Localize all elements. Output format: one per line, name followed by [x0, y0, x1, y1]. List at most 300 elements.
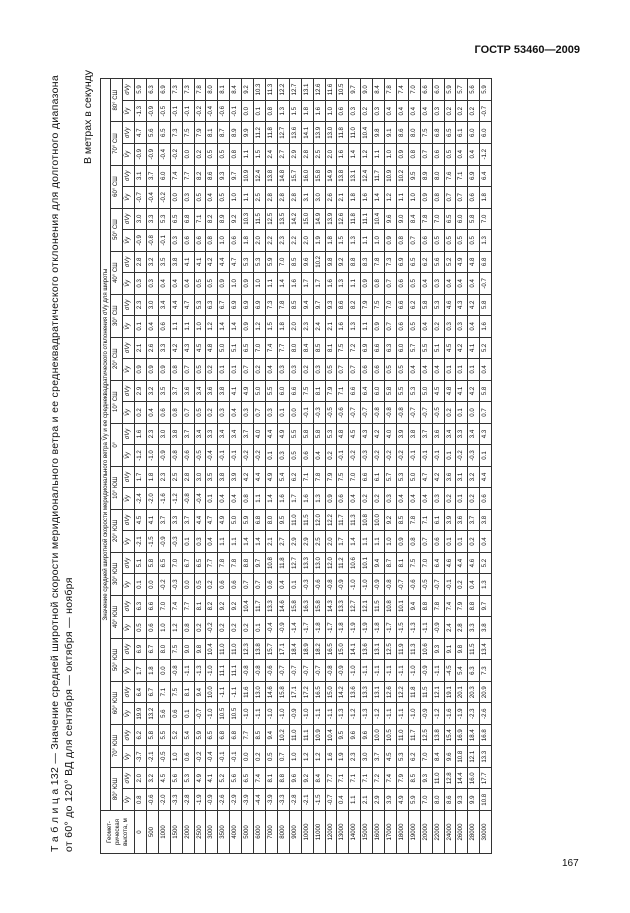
value-cell: 0.4	[206, 531, 218, 553]
value-cell: 5.9	[194, 724, 206, 746]
value-cell: 5.0	[420, 380, 432, 402]
value-cell: 20.3	[468, 681, 480, 703]
value-cell: 0.2	[135, 402, 147, 424]
value-cell: 3.7	[242, 423, 254, 445]
value-cell: 0.2	[254, 746, 266, 768]
value-cell: 6.3	[468, 660, 480, 682]
value-cell: 2.0	[325, 531, 337, 553]
value-cell: 4.4	[218, 251, 230, 273]
value-cell: 10.4	[373, 208, 385, 230]
value-cell: -0.2	[158, 574, 170, 596]
value-cell: 0.3	[182, 187, 194, 209]
value-cell: -0.8	[385, 574, 397, 596]
value-cell: -1.0	[408, 660, 420, 682]
height-cell: 13000	[337, 811, 349, 854]
value-cell: 3.9	[230, 466, 242, 488]
symbol-header-row	[123, 79, 135, 854]
height-cell: 19000	[408, 811, 420, 854]
height-cell: 3500	[218, 811, 230, 854]
value-cell: 17.1	[277, 638, 289, 660]
value-cell: 15.0	[337, 638, 349, 660]
value-cell: 6.8	[182, 208, 194, 230]
value-cell: 9.2	[230, 208, 242, 230]
value-cell: 3.0	[135, 208, 147, 230]
value-cell: 2.3	[135, 294, 147, 316]
value-cell: 13.0	[254, 681, 266, 703]
value-cell: 6.2	[135, 724, 147, 746]
value-cell: 2.3	[277, 230, 289, 252]
value-cell: 1.6	[480, 316, 492, 338]
value-cell: 0.4	[349, 488, 361, 510]
value-cell: 0.5	[432, 230, 444, 252]
value-cell: 0.3	[289, 359, 301, 381]
value-cell: 4.5	[385, 746, 397, 768]
value-cell: 0.5	[194, 187, 206, 209]
value-cell: 0.7	[385, 273, 397, 295]
value-cell: 0.1	[182, 703, 194, 725]
value-cell: 13.1	[349, 165, 361, 187]
value-cell: 1.0	[373, 230, 385, 252]
value-cell: 0.4	[456, 144, 468, 166]
value-cell: 0.2	[361, 488, 373, 510]
value-cell: 12.5	[265, 208, 277, 230]
value-cell: 0.5	[206, 144, 218, 166]
value-cell: 16.8	[480, 724, 492, 746]
value-cell: 7.5	[301, 380, 313, 402]
height-cell: 12000	[325, 811, 337, 854]
value-cell: 0.4	[420, 273, 432, 295]
value-cell: 5.3	[194, 294, 206, 316]
value-cell: 6.4	[480, 165, 492, 187]
value-cell: -1.6	[444, 703, 456, 725]
value-cell: 5.3	[325, 423, 337, 445]
latitude-header: 40° ЮШ	[111, 595, 123, 638]
value-cell: 2.4	[265, 144, 277, 166]
value-cell: 10.8	[265, 552, 277, 574]
value-cell: 0.6	[337, 100, 349, 122]
value-cell: 0.8	[170, 359, 182, 381]
value-cell: -0.2	[254, 445, 266, 467]
value-cell: 0.4	[468, 574, 480, 596]
value-cell: 0.9	[135, 359, 147, 381]
value-cell: 9.6	[385, 208, 397, 230]
value-cell: 2.9	[135, 380, 147, 402]
value-cell: 1.0	[325, 100, 337, 122]
value-cell: 7.9	[325, 466, 337, 488]
value-cell: 8.0	[265, 509, 277, 531]
latitude-header: 30° ЮШ	[111, 552, 123, 595]
value-cell: 4.2	[468, 294, 480, 316]
value-cell: 14.4	[456, 767, 468, 789]
value-cell: 7.4	[396, 79, 408, 101]
value-cell: 7.5	[182, 122, 194, 144]
value-cell: 6.5	[444, 208, 456, 230]
value-cell: 2.0	[325, 144, 337, 166]
value-cell: 9.6	[349, 724, 361, 746]
value-cell: 10.4	[325, 724, 337, 746]
value-cell: -0.2	[396, 445, 408, 467]
value-cell: 9.8	[373, 122, 385, 144]
value-cell: 4.1	[194, 251, 206, 273]
value-cell: 8.1	[265, 767, 277, 789]
value-cell: 0.6	[337, 488, 349, 510]
value-cell: 17.1	[289, 681, 301, 703]
latitude-header: 50° ЮШ	[111, 638, 123, 681]
value-cell: 3.9	[385, 789, 397, 811]
value-cell: 2.5	[170, 466, 182, 488]
value-cell: 3.5	[158, 251, 170, 273]
value-cell: -0.1	[337, 445, 349, 467]
value-cell: 11.8	[408, 681, 420, 703]
value-cell: 4.8	[206, 337, 218, 359]
value-cell: 11.0	[432, 767, 444, 789]
value-cell: 0.2	[206, 402, 218, 424]
value-cell: 1.6	[361, 187, 373, 209]
value-cell: 2.2	[265, 230, 277, 252]
value-cell: 7.9	[396, 767, 408, 789]
value-cell: 1.8	[146, 466, 158, 488]
value-cell: 4.5	[194, 337, 206, 359]
value-cell: 0.6	[230, 230, 242, 252]
value-cell: 4.4	[254, 466, 266, 488]
value-cell: -0.8	[182, 488, 194, 510]
value-cell: 9.8	[325, 251, 337, 273]
value-cell: 13.8	[337, 165, 349, 187]
value-cell: -1.3	[135, 100, 147, 122]
value-cell: -2.6	[480, 703, 492, 725]
value-cell: 4.1	[182, 251, 194, 273]
value-cell: 15.0	[301, 208, 313, 230]
value-cell: 1.1	[182, 316, 194, 338]
value-cell: 7.5	[420, 122, 432, 144]
value-cell: 1.7	[337, 531, 349, 553]
value-cell: 0.0	[289, 402, 301, 424]
value-cell: -1.0	[361, 574, 373, 596]
value-cell: 0.5	[408, 273, 420, 295]
value-cell: 1.1	[361, 531, 373, 553]
value-cell: 20.9	[480, 681, 492, 703]
latitude-header: 10° СШ	[111, 380, 123, 423]
value-cell: -1.2	[135, 445, 147, 467]
value-cell: 11.2	[337, 552, 349, 574]
height-cell: 24000	[444, 811, 456, 854]
value-cell: -0.2	[349, 445, 361, 467]
sigma-symbol-header: σVy	[123, 681, 135, 703]
value-cell: 0.6	[361, 359, 373, 381]
value-cell: 4.3	[182, 337, 194, 359]
value-cell: 2.6	[146, 337, 158, 359]
value-cell: 7.7	[242, 724, 254, 746]
value-cell: 9.7	[349, 79, 361, 101]
value-cell: 10.0	[206, 681, 218, 703]
value-cell: -1.8	[337, 617, 349, 639]
value-cell: 0.5	[444, 144, 456, 166]
value-cell: 15.8	[313, 165, 325, 187]
value-cell: 0.9	[396, 144, 408, 166]
value-cell: -1.1	[218, 681, 230, 703]
value-cell: 0.9	[218, 273, 230, 295]
value-cell: 5.2	[480, 552, 492, 574]
value-cell: 11.0	[289, 509, 301, 531]
value-cell: 8.6	[337, 294, 349, 316]
value-cell: 9.6	[361, 724, 373, 746]
height-cell: 4000	[230, 811, 242, 854]
value-cell: 7.0	[158, 595, 170, 617]
value-cell: 3.0	[158, 423, 170, 445]
value-cell: 3.8	[218, 466, 230, 488]
value-cell: -0.1	[420, 445, 432, 467]
value-cell: 0.7	[182, 359, 194, 381]
height-cell: 2500	[194, 811, 206, 854]
value-cell: 4.7	[135, 122, 147, 144]
value-cell: -1.3	[194, 660, 206, 682]
value-cell: 9.4	[408, 595, 420, 617]
value-cell: 6.6	[361, 466, 373, 488]
value-cell: 3.4	[218, 423, 230, 445]
value-cell: 1.1	[242, 144, 254, 166]
value-cell: -1.0	[206, 660, 218, 682]
value-cell: 6.1	[456, 122, 468, 144]
value-cell: 9.4	[265, 724, 277, 746]
value-cell: 0.9	[420, 187, 432, 209]
value-cell: 9.7	[230, 165, 242, 187]
value-cell: 8.1	[313, 380, 325, 402]
sigma-symbol-header: σVy	[123, 423, 135, 445]
value-cell: 11.0	[396, 724, 408, 746]
value-cell: -0.9	[420, 703, 432, 725]
value-cell: -2.8	[289, 789, 301, 811]
table-row	[432, 79, 444, 854]
value-cell: -0.5	[432, 402, 444, 424]
value-cell: 8.4	[373, 79, 385, 101]
latitude-header: 80° ЮШ	[111, 767, 123, 810]
wind-table	[100, 78, 492, 854]
value-cell: 0.2	[242, 617, 254, 639]
value-cell: 9.7	[254, 552, 266, 574]
value-cell: -1.3	[361, 703, 373, 725]
value-cell: -0.9	[135, 230, 147, 252]
value-cell: -1.1	[361, 660, 373, 682]
value-cell: -1.1	[373, 660, 385, 682]
value-cell: 4.9	[242, 380, 254, 402]
mean-symbol-header: V̄y	[123, 273, 135, 295]
latitude-header: 60° ЮШ	[111, 681, 123, 724]
value-cell: 0.0	[182, 574, 194, 596]
value-cell: 0.3	[313, 359, 325, 381]
value-cell: 4.4	[194, 509, 206, 531]
value-cell: 3.8	[218, 380, 230, 402]
value-cell: 0.2	[456, 100, 468, 122]
value-cell: -1.2	[432, 703, 444, 725]
value-cell: 3.3	[456, 423, 468, 445]
value-cell: 0.4	[230, 488, 242, 510]
value-cell: 0.9	[385, 230, 397, 252]
value-cell: 4.2	[170, 337, 182, 359]
value-cell: 0.2	[218, 617, 230, 639]
value-cell: 0.7	[182, 402, 194, 424]
value-cell: 13.6	[361, 638, 373, 660]
value-cell: 6.7	[182, 552, 194, 574]
value-cell: 0.3	[432, 488, 444, 510]
value-cell: 5.8	[385, 380, 397, 402]
value-cell: 8.1	[182, 681, 194, 703]
value-cell: 2.8	[182, 466, 194, 488]
value-cell: 5.3	[242, 251, 254, 273]
value-cell: 1.6	[325, 273, 337, 295]
value-cell: 0.3	[277, 359, 289, 381]
value-cell: -0.2	[456, 445, 468, 467]
value-cell: 10.3	[254, 79, 266, 101]
value-cell: 5.6	[170, 767, 182, 789]
value-cell: 0.7	[480, 402, 492, 424]
value-cell: 0.1	[444, 359, 456, 381]
value-cell: -0.7	[135, 187, 147, 209]
sigma-symbol-header: σVy	[123, 509, 135, 531]
value-cell: 5.3	[254, 251, 266, 273]
value-cell: -0.7	[432, 574, 444, 596]
value-cell: 7.0	[480, 208, 492, 230]
value-cell: 9.2	[242, 79, 254, 101]
value-cell: 3.6	[182, 380, 194, 402]
value-cell: -0.3	[313, 402, 325, 424]
value-cell: 3.8	[170, 251, 182, 273]
value-cell: 5.1	[230, 337, 242, 359]
value-cell: 0.4	[468, 273, 480, 295]
value-cell: 10.8	[456, 746, 468, 768]
value-cell: 6.5	[408, 251, 420, 273]
mean-symbol-header: V̄y	[123, 660, 135, 682]
value-cell: 7.1	[420, 509, 432, 531]
table-row	[444, 79, 456, 854]
value-cell: 1.5	[265, 316, 277, 338]
value-cell: 2.3	[146, 423, 158, 445]
value-cell: 17.7	[480, 767, 492, 789]
value-cell: 4.5	[432, 380, 444, 402]
caption-line-1: Т а б л и ц а 132 — Значение средней широтной скорости меридионального ветра и ее среднеквадратического отклонения для долготного диапазона	[49, 75, 61, 852]
value-cell: -0.1	[432, 445, 444, 467]
value-cell: 2.0	[135, 767, 147, 789]
value-cell: 0.6	[182, 746, 194, 768]
mean-symbol-header: V̄y	[123, 402, 135, 424]
value-cell: -3.9	[265, 789, 277, 811]
value-cell: 3.3	[206, 423, 218, 445]
value-cell: -0.2	[194, 746, 206, 768]
value-cell: 16.0	[468, 767, 480, 789]
value-cell: 7.3	[182, 79, 194, 101]
value-cell: 18.4	[289, 638, 301, 660]
value-cell: 6.2	[420, 251, 432, 273]
value-cell: 0.5	[194, 359, 206, 381]
value-cell: 5.1	[432, 337, 444, 359]
value-cell: 8.5	[396, 509, 408, 531]
value-cell: 7.8	[373, 251, 385, 273]
value-cell: 0.5	[396, 359, 408, 381]
value-cell: 1.3	[349, 230, 361, 252]
value-cell: 3.4	[194, 380, 206, 402]
value-cell: 2.5	[254, 187, 266, 209]
value-cell: -0.7	[301, 660, 313, 682]
value-cell: 4.9	[194, 767, 206, 789]
value-cell: -1.1	[396, 660, 408, 682]
value-cell: 5.3	[158, 208, 170, 230]
value-cell: -0.8	[170, 660, 182, 682]
table-row	[135, 79, 147, 854]
value-cell: 0.6	[170, 703, 182, 725]
value-cell: 0.4	[146, 316, 158, 338]
value-cell: 11.1	[230, 660, 242, 682]
value-cell: 3.7	[468, 509, 480, 531]
latitude-header-row	[111, 79, 123, 854]
value-cell: 7.4	[170, 165, 182, 187]
value-cell: 0.6	[396, 273, 408, 295]
value-cell: 3.6	[444, 466, 456, 488]
value-cell: 0.4	[468, 316, 480, 338]
value-cell: 1.4	[254, 531, 266, 553]
sigma-symbol-header: σVy	[123, 724, 135, 746]
value-cell: 0.7	[408, 230, 420, 252]
value-cell: 9.6	[301, 251, 313, 273]
value-cell: 12.1	[468, 746, 480, 768]
mean-symbol-header: V̄y	[123, 789, 135, 811]
table-row	[194, 79, 206, 854]
value-cell: 0.1	[254, 100, 266, 122]
value-cell: 0.2	[194, 144, 206, 166]
value-cell: -0.9	[337, 574, 349, 596]
height-cell: 9000	[289, 811, 301, 854]
value-cell: 1.7	[135, 466, 147, 488]
value-cell: 0.6	[158, 316, 170, 338]
value-cell: 16.9	[456, 724, 468, 746]
value-cell: -0.6	[408, 574, 420, 596]
value-cell: 0.5	[135, 617, 147, 639]
value-cell: -1.9	[349, 617, 361, 639]
value-cell: 5.5	[158, 724, 170, 746]
value-cell: 7.0	[432, 208, 444, 230]
value-cell: 9.3	[218, 165, 230, 187]
value-cell: 4.9	[218, 509, 230, 531]
value-cell: 1.3	[277, 100, 289, 122]
value-cell: 1.6	[337, 144, 349, 166]
value-cell: -0.9	[373, 574, 385, 596]
value-cell: 0.6	[480, 488, 492, 510]
value-cell: 0.7	[420, 531, 432, 553]
value-cell: 0.4	[420, 100, 432, 122]
value-cell: 14.3	[325, 595, 337, 617]
value-cell: 3.7	[170, 380, 182, 402]
value-cell: -0.9	[158, 445, 170, 467]
value-cell: 5.8	[313, 423, 325, 445]
value-cell: 0.7	[349, 359, 361, 381]
value-cell: 7.9	[456, 595, 468, 617]
value-cell: 5.3	[182, 767, 194, 789]
value-cell: 0.6	[301, 445, 313, 467]
value-cell: 9.4	[373, 552, 385, 574]
value-cell: 10.9	[313, 724, 325, 746]
value-cell: 2.0	[254, 230, 266, 252]
value-cell: 5.3	[396, 746, 408, 768]
value-cell: 6.5	[206, 724, 218, 746]
value-cell: 10.1	[396, 595, 408, 617]
value-cell: 11.7	[373, 165, 385, 187]
value-cell: 1.6	[301, 488, 313, 510]
value-cell: 2.1	[337, 187, 349, 209]
value-cell: 1.1	[230, 531, 242, 553]
value-cell: 8.8	[277, 767, 289, 789]
value-cell: 1.6	[325, 746, 337, 768]
value-cell: 10.5	[218, 703, 230, 725]
value-cell: 1.9	[313, 230, 325, 252]
value-cell: 9.1	[385, 122, 397, 144]
